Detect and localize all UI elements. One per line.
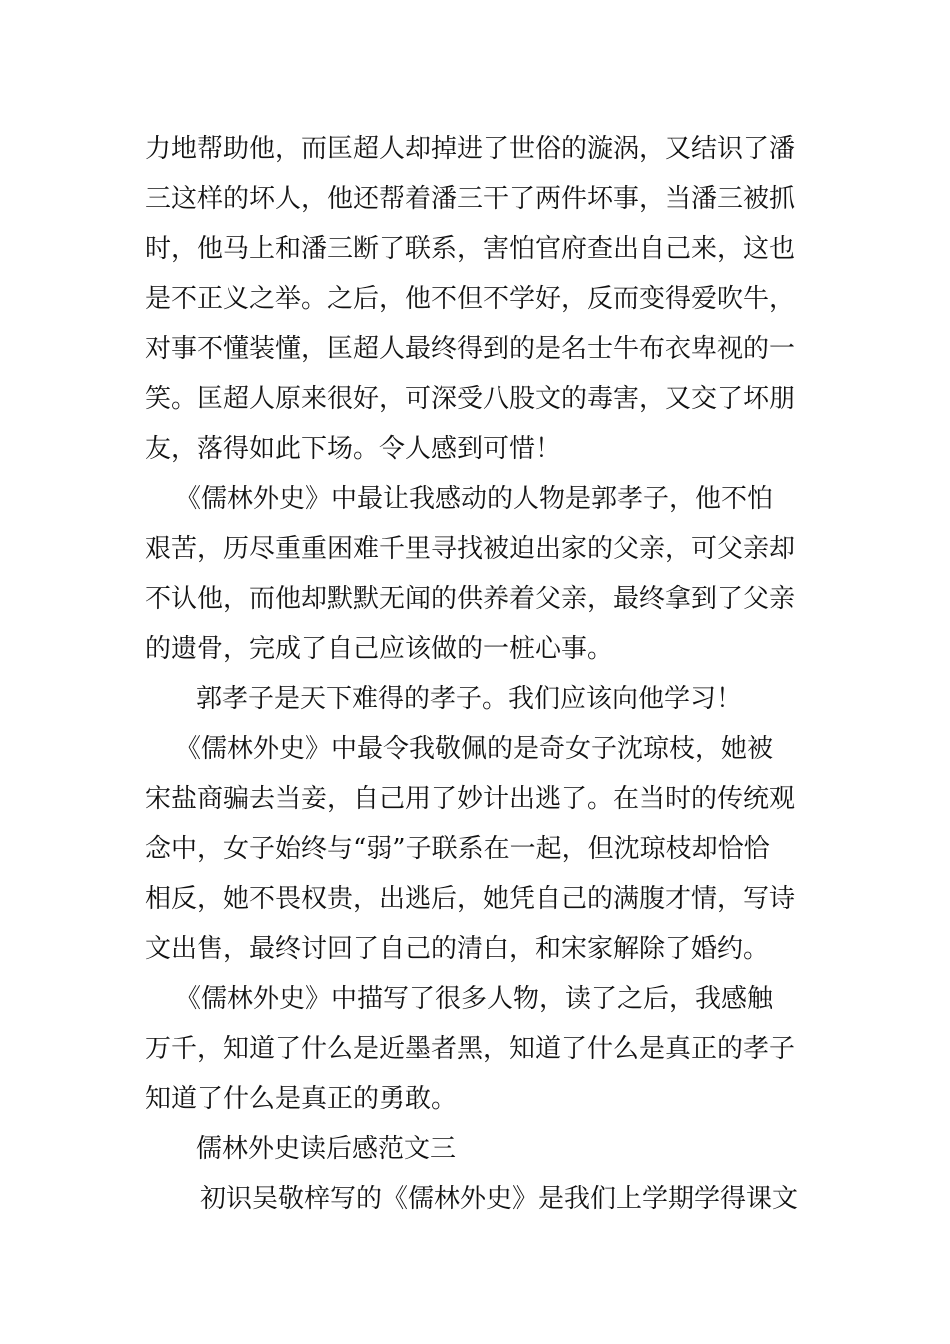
paragraph-start: 《儒林外史》中最令我敬佩的是奇女子沈琼枝，她被 bbox=[175, 734, 774, 764]
paragraph-start: 郭孝子是天下难得的孝子。我们应该向他学习！ bbox=[196, 684, 743, 714]
text-line: 友，落得如此下场。令人感到可惜！ bbox=[145, 434, 562, 464]
text-line: 力地帮助他，而匡超人却掉进了世俗的漩涡，又结识了潘 bbox=[145, 134, 796, 164]
paragraph-start: 初识吴敬梓写的《儒林外史》是我们上学期学得课文 bbox=[200, 1184, 799, 1214]
text-line: 是不正义之举。之后，他不但不学好，反而变得爱吹牛， bbox=[145, 284, 796, 314]
text-line: 念中，女子始终与“弱”子联系在一起，但沈琼枝却恰恰 bbox=[145, 834, 770, 864]
text-line: 三这样的坏人，他还帮着潘三干了两件坏事，当潘三被抓 bbox=[145, 184, 796, 214]
text-line: 时，他马上和潘三断了联系，害怕官府查出自己来，这也 bbox=[145, 234, 796, 264]
text-line: 知道了什么是真正的勇敢。 bbox=[145, 1084, 458, 1114]
text-line: 万千，知道了什么是近墨者黑，知道了什么是真正的孝子 bbox=[145, 1034, 796, 1064]
paragraph-start: 《儒林外史》中最让我感动的人物是郭孝子，他不怕 bbox=[175, 484, 774, 514]
text-line: 宋盐商骗去当妾，自己用了妙计出逃了。在当时的传统观 bbox=[145, 784, 796, 814]
paragraph-start: 《儒林外史》中描写了很多人物，读了之后，我感触 bbox=[175, 984, 774, 1014]
text-line: 文出售，最终讨回了自己的清白，和宋家解除了婚约。 bbox=[145, 934, 770, 964]
text-line: 不认他，而他却默默无闻的供养着父亲，最终拿到了父亲 bbox=[145, 584, 796, 614]
text-line: 的遗骨，完成了自己应该做的一桩心事。 bbox=[145, 634, 614, 664]
text-line: 艰苦，历尽重重困难千里寻找被迫出家的父亲，可父亲却 bbox=[145, 534, 796, 564]
text-line: 相反，她不畏权贵，出逃后，她凭自己的满腹才情，写诗 bbox=[145, 884, 796, 914]
text-line: 对事不懂装懂，匡超人最终得到的是名士牛布衣卑视的一 bbox=[145, 334, 796, 364]
text-line: 笑。匡超人原来很好，可深受八股文的毒害，又交了坏朋 bbox=[145, 384, 796, 414]
section-heading: 儒林外史读后感范文三 bbox=[196, 1134, 457, 1164]
